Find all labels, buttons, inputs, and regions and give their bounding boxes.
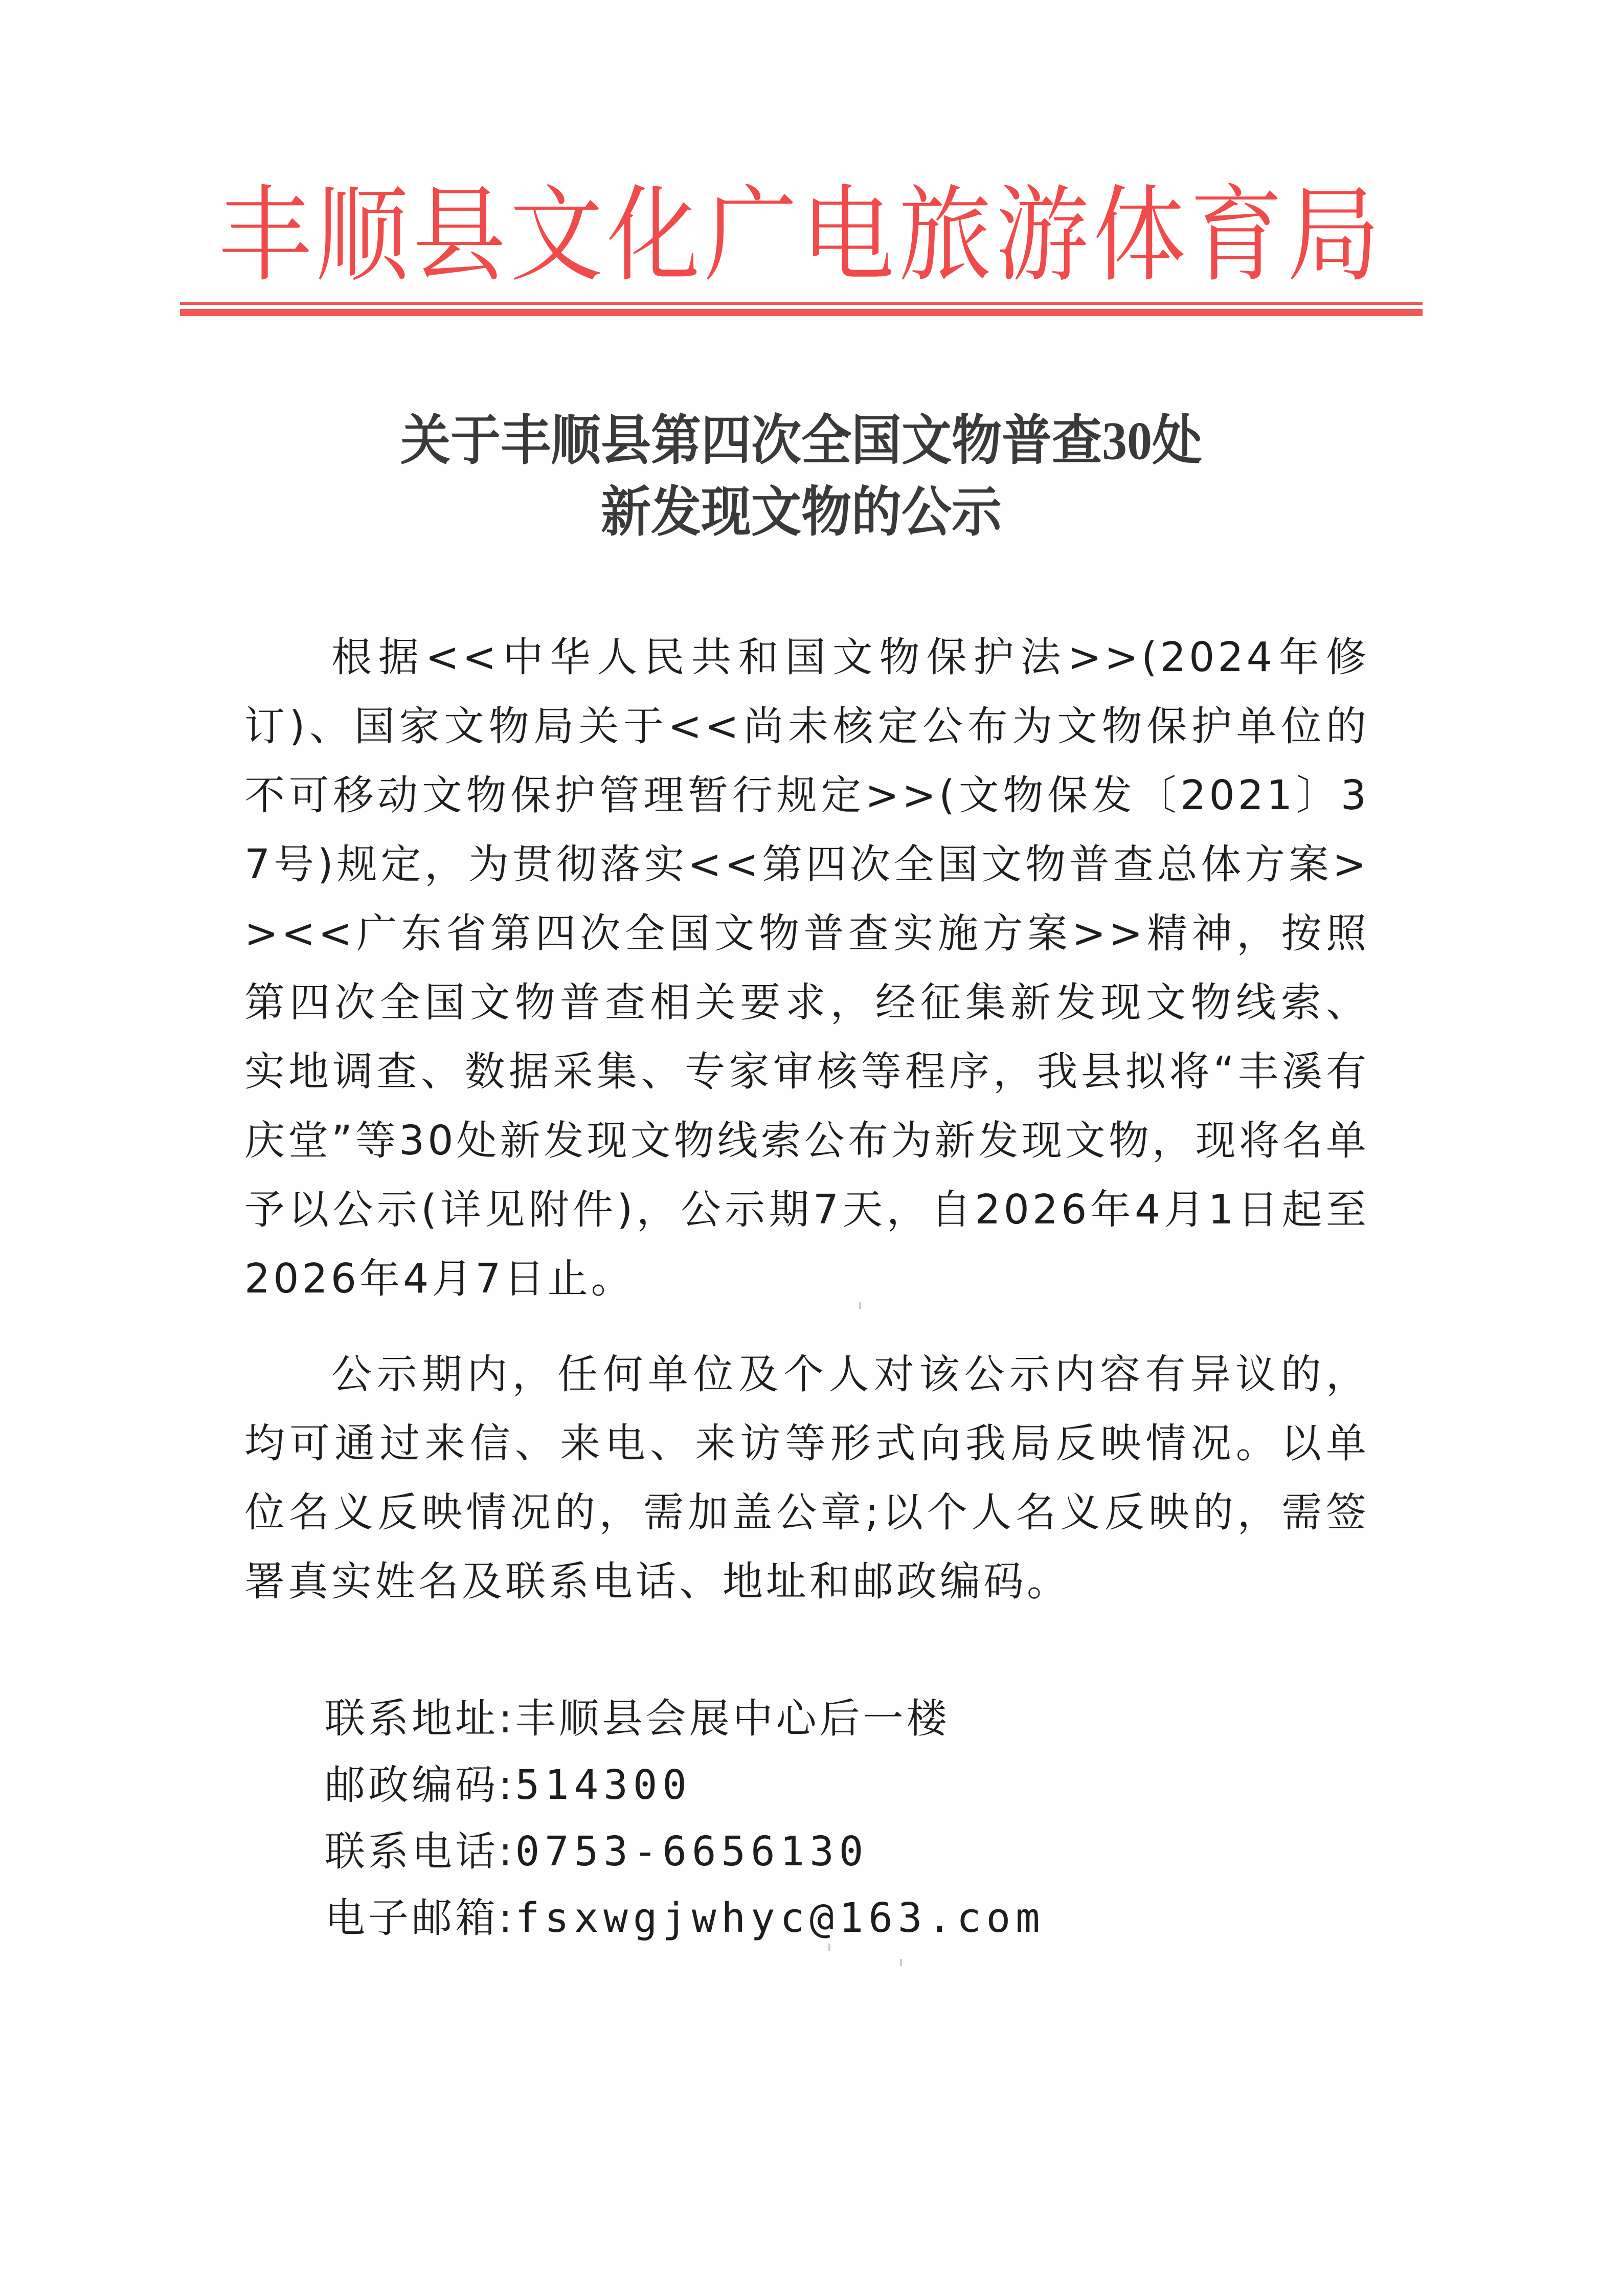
- contact-address-label: 联系地址:: [325, 1695, 515, 1742]
- contact-postcode-row: [325, 1752, 1045, 1818]
- scan-noise: [828, 1944, 830, 1951]
- document-title-line-1: 关于丰顺县第四次全国文物普查30处: [400, 411, 1202, 472]
- body-paragraph-2: 公示期内，任何单位及个人对该公示内容有异议的，均可通过来信、来电、来访等形式向我局反映情况。以单位名义反映情况的，需加盖公章;以个人名义反映的，需签署真实姓名及联系电话、地址和邮政编码。: [244, 1351, 1369, 1605]
- body-paragraph-2-container: [244, 1340, 1369, 1616]
- contact-phone-row: [325, 1818, 1045, 1885]
- contact-address-row: [325, 1685, 1045, 1752]
- contact-info: [325, 1685, 1045, 1951]
- contact-postcode-value: 514300: [515, 1762, 692, 1809]
- contact-postcode-label: 邮政编码:: [325, 1762, 515, 1809]
- scan-noise: [859, 1302, 861, 1309]
- masthead-org-name: 丰顺县文化广电旅游体育局: [218, 179, 1384, 295]
- contact-email-label: 电子邮箱:: [325, 1894, 515, 1942]
- contact-phone-value: 0753-6656130: [515, 1828, 869, 1875]
- contact-address-value: 丰顺县会展中心后一楼: [515, 1695, 950, 1742]
- body-paragraph-1-container: [244, 623, 1369, 1313]
- scan-noise: [900, 1959, 902, 1966]
- contact-email-row: [325, 1885, 1045, 1951]
- body-paragraph-1: 根据<<中华人民共和国文物保护法>>(2024年修订)、国家文物局关于<<尚未核定公布为文物保护单位的不可移动文物保护管理暂行规定>>(文物保发〔2021〕37号)规定，为贯彻落实<<第四次全国文物普查总体方案>><<广东省第四次全国文物普查实施方案>>精神，按照第四次全国文物普查相关要求，经征集新发现文物线索、实地调查、数据采集、专家审核等程序，我县拟将“丰溪有庆堂”等30处新发现文物线索公布为新发现文物，现将名单予以公示(详见附件)，公示期7天，自2026年4月1日起至2026年4月7日止。: [244, 634, 1369, 1302]
- document-title-line-2: 新发现文物的公示: [600, 483, 1002, 543]
- masthead-divider-thin: [180, 302, 1423, 305]
- contact-email-value: fsxwgjwhyc@163.com: [515, 1894, 1045, 1942]
- masthead-divider-thick: [180, 309, 1423, 316]
- contact-phone-label: 联系电话:: [325, 1828, 515, 1875]
